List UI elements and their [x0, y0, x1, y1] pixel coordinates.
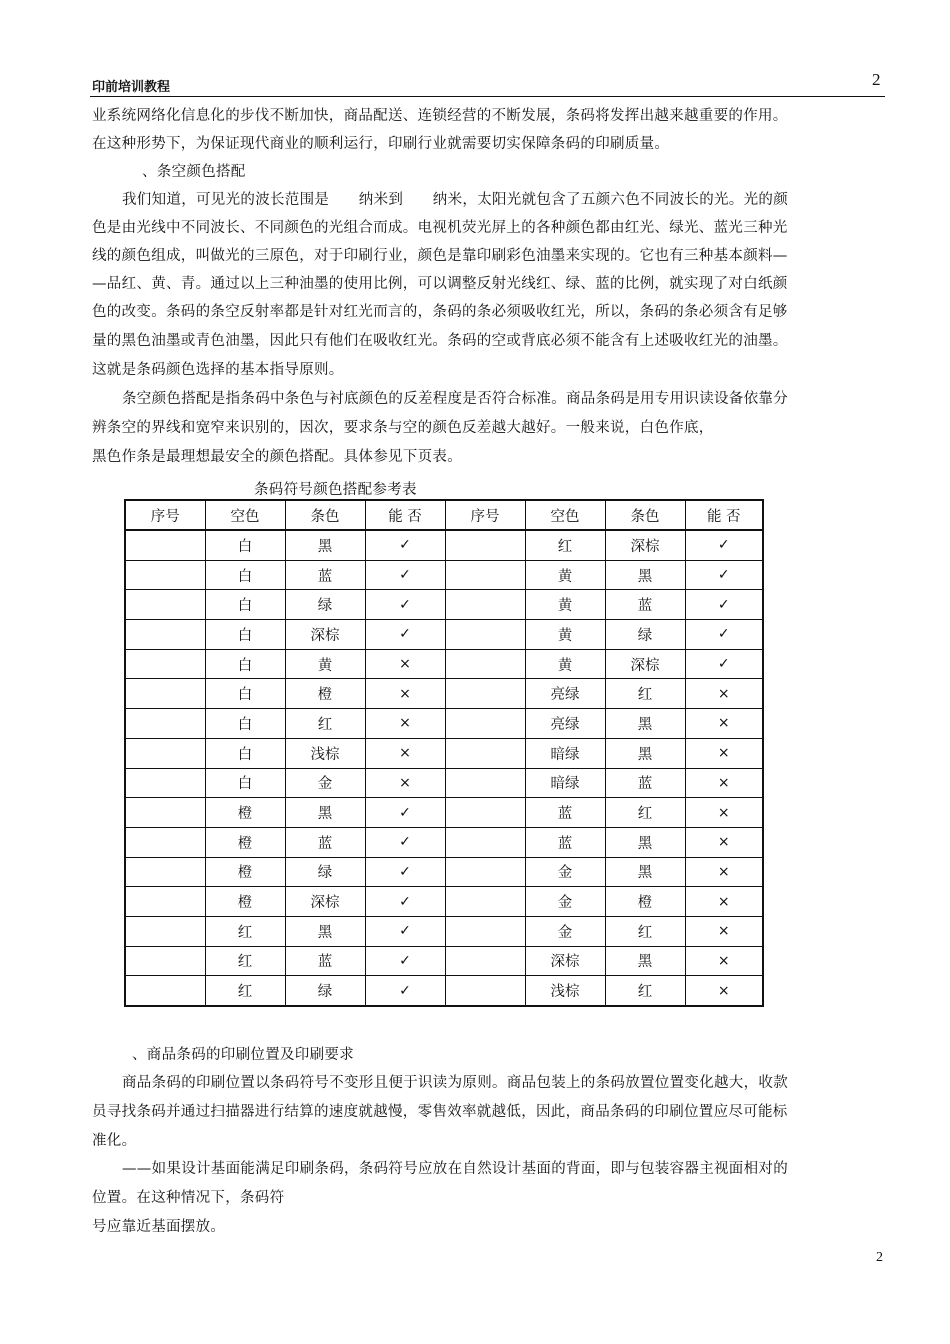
table-cell: 绿	[285, 857, 365, 887]
table-cell: 黑	[285, 916, 365, 946]
table-cell	[445, 620, 525, 650]
table-cell: 橙	[205, 887, 285, 917]
table-cell: 红	[205, 916, 285, 946]
table-row	[125, 798, 763, 828]
table-cell: 白	[205, 620, 285, 650]
table-cell	[445, 530, 525, 560]
table-cell: 蓝	[525, 798, 605, 828]
compatibility-mark: ✓	[685, 530, 763, 560]
table-cell: 橙	[205, 827, 285, 857]
para5-line: ——如果设计基面能满足印刷条码，条码符号应放在自然设计基面的背面，即与包装容器主视面相对的	[122, 1161, 788, 1177]
table-cell	[125, 768, 205, 798]
table-header-cell: 能 否	[685, 500, 763, 530]
table-cell: 红	[605, 679, 685, 709]
table-cell: 橙	[285, 679, 365, 709]
table-cell: 金	[525, 887, 605, 917]
table-cell: 黄	[525, 590, 605, 620]
para1-line: 业系统网络化信息化的步伐不断加快，商品配送、连锁经营的不断发展，条码将发挥出越来越重要的作用。	[92, 108, 788, 124]
compatibility-mark: ×	[685, 679, 763, 709]
table-cell	[445, 887, 525, 917]
compatibility-mark: ×	[365, 649, 445, 679]
table-header-cell: 序号	[125, 500, 205, 530]
table-cell	[445, 946, 525, 976]
compatibility-mark: ×	[685, 916, 763, 946]
footer-page-number: 2	[876, 1250, 883, 1265]
para3-line: 黑色作条是最理想最安全的颜色搭配。具体参见下页表。	[92, 449, 462, 465]
table-cell: 黑	[605, 827, 685, 857]
table-cell: 亮绿	[525, 709, 605, 739]
compatibility-mark: ✓	[365, 620, 445, 650]
table-row	[125, 560, 763, 590]
table-cell	[125, 798, 205, 828]
table-cell: 黑	[285, 798, 365, 828]
table-cell: 亮绿	[525, 679, 605, 709]
table-cell: 白	[205, 679, 285, 709]
section-heading-color: 、条空颜色搭配	[142, 164, 246, 180]
table-cell: 白	[205, 530, 285, 560]
compatibility-mark: ×	[365, 679, 445, 709]
compatibility-mark: ×	[685, 946, 763, 976]
table-cell: 金	[525, 857, 605, 887]
table-cell: 橙	[205, 857, 285, 887]
compatibility-mark: ✓	[365, 946, 445, 976]
compatibility-mark: ×	[685, 709, 763, 739]
table-cell	[125, 530, 205, 560]
compatibility-mark: ✓	[365, 530, 445, 560]
table-cell: 蓝	[605, 768, 685, 798]
table-row	[125, 827, 763, 857]
table-cell: 红	[605, 798, 685, 828]
table-row	[125, 916, 763, 946]
table-header-cell: 空色	[205, 500, 285, 530]
para2-line: 色是由光线中不同波长、不同颜色的光组合而成。电视机荧光屏上的各种颜色都由红光、绿光、蓝光三种光	[92, 220, 788, 236]
table-cell: 金	[285, 768, 365, 798]
compatibility-mark: ×	[685, 798, 763, 828]
table-cell: 蓝	[525, 827, 605, 857]
table-row	[125, 709, 763, 739]
table-cell: 蓝	[285, 560, 365, 590]
para2-line: 我们知道，可见光的波长范围是 纳米到 纳米，太阳光就包含了五颜六色不同波长的光。光的颜	[122, 192, 788, 208]
para5-line: 号应靠近基面摆放。	[92, 1219, 226, 1235]
table-cell: 浅棕	[525, 976, 605, 1006]
table-cell: 绿	[605, 620, 685, 650]
table-caption: 条码符号颜色搭配参考表	[254, 482, 417, 498]
table-cell: 黄	[285, 649, 365, 679]
table-cell: 黑	[605, 738, 685, 768]
table-cell	[125, 946, 205, 976]
compatibility-mark: ✓	[685, 620, 763, 650]
table-cell	[125, 560, 205, 590]
compatibility-mark: ×	[365, 768, 445, 798]
table-header-cell: 条色	[285, 500, 365, 530]
table-cell: 深棕	[285, 620, 365, 650]
table-cell: 深棕	[605, 649, 685, 679]
table-row	[125, 768, 763, 798]
compatibility-mark: ✓	[685, 560, 763, 590]
table-cell	[125, 738, 205, 768]
table-cell	[125, 887, 205, 917]
table-cell	[125, 590, 205, 620]
table-cell	[125, 679, 205, 709]
table-row	[125, 649, 763, 679]
table-cell	[445, 768, 525, 798]
table-cell: 红	[605, 916, 685, 946]
para2-line: 量的黑色油墨或青色油墨，因此只有他们在吸收红光。条码的空或背底必须不能含有上述吸收红光的油墨。	[92, 333, 788, 349]
compatibility-mark: ×	[685, 887, 763, 917]
table-cell	[445, 738, 525, 768]
section-heading-position: 、商品条码的印刷位置及印刷要求	[132, 1047, 354, 1063]
table-cell: 绿	[285, 976, 365, 1006]
table-cell	[445, 649, 525, 679]
compatibility-mark: ✓	[685, 590, 763, 620]
compatibility-mark: ✓	[365, 590, 445, 620]
table-header-cell: 空色	[525, 500, 605, 530]
table-header-cell: 条色	[605, 500, 685, 530]
table-row	[125, 590, 763, 620]
table-cell: 黑	[285, 530, 365, 560]
compatibility-mark: ×	[685, 738, 763, 768]
table-row	[125, 738, 763, 768]
table-cell	[445, 560, 525, 590]
table-cell: 绿	[285, 590, 365, 620]
table-cell: 深棕	[605, 530, 685, 560]
table-row	[125, 620, 763, 650]
para2-line: —品红、黄、青。通过以上三种油墨的使用比例，可以调整反射光线红、绿、蓝的比例，就实现了对白纸颜	[92, 276, 788, 292]
table-cell	[445, 590, 525, 620]
para1-line: 在这种形势下，为保证现代商业的顺利运行，印刷行业就需要切实保障条码的印刷质量。	[92, 136, 670, 152]
compatibility-mark: ×	[365, 709, 445, 739]
table-cell: 浅棕	[285, 738, 365, 768]
table-cell	[125, 709, 205, 739]
compatibility-mark: ✓	[365, 560, 445, 590]
table-cell: 暗绿	[525, 738, 605, 768]
compatibility-mark: ✓	[365, 887, 445, 917]
table-cell	[125, 620, 205, 650]
table-cell: 深棕	[525, 946, 605, 976]
table-row	[125, 857, 763, 887]
table-cell: 黑	[605, 560, 685, 590]
compatibility-mark: ✓	[365, 857, 445, 887]
table-cell: 橙	[605, 887, 685, 917]
compatibility-mark: ×	[685, 857, 763, 887]
table-cell: 白	[205, 709, 285, 739]
table-header-row	[125, 500, 763, 530]
table-row	[125, 887, 763, 917]
table-cell: 白	[205, 649, 285, 679]
table-cell: 金	[525, 916, 605, 946]
compatibility-mark: ×	[685, 976, 763, 1006]
para3-line: 辨条空的界线和宽窄来识别的，因次，要求条与空的颜色反差越大越好。一般来说，白色作底，	[92, 420, 714, 436]
compatibility-mark: ✓	[365, 827, 445, 857]
table-cell: 蓝	[285, 827, 365, 857]
table-cell	[445, 679, 525, 709]
table-cell	[125, 916, 205, 946]
para3-line: 条空颜色搭配是指条码中条色与衬底颜色的反差程度是否符合标准。商品条码是用专用识读设备依靠分	[122, 391, 788, 407]
table-cell: 暗绿	[525, 768, 605, 798]
table-cell: 红	[205, 976, 285, 1006]
compatibility-mark: ×	[365, 738, 445, 768]
table-header-cell: 能 否	[365, 500, 445, 530]
compatibility-mark: ✓	[365, 976, 445, 1006]
para4-line: 准化。	[92, 1133, 137, 1149]
compatibility-mark: ×	[685, 768, 763, 798]
table-cell	[125, 827, 205, 857]
compatibility-mark: ×	[685, 827, 763, 857]
table-cell: 蓝	[285, 946, 365, 976]
header-rule	[90, 96, 885, 97]
table-cell: 橙	[205, 798, 285, 828]
compatibility-mark: ✓	[365, 916, 445, 946]
header-page-number: 2	[872, 70, 881, 89]
para2-line: 线的颜色组成，叫做光的三原色，对于印刷行业，颜色是靠印刷彩色油墨来实现的。它也有三种基本颜料—	[92, 248, 788, 264]
table-row	[125, 679, 763, 709]
table-cell: 黄	[525, 560, 605, 590]
para2-line: 这就是条码颜色选择的基本指导原则。	[92, 362, 344, 378]
table-cell: 白	[205, 738, 285, 768]
table-cell	[125, 976, 205, 1006]
compatibility-mark: ✓	[365, 798, 445, 828]
table-cell	[125, 857, 205, 887]
table-cell: 红	[525, 530, 605, 560]
table-cell: 黑	[605, 709, 685, 739]
para4-line: 员寻找条码并通过扫描器进行结算的速度就越慢，零售效率就越低，因此，商品条码的印刷位置应尽可能标	[92, 1104, 788, 1120]
table-cell	[125, 649, 205, 679]
para5-line: 位置。在这种情况下，条码符	[92, 1190, 285, 1206]
table-cell: 黑	[605, 946, 685, 976]
table-cell: 红	[205, 946, 285, 976]
table-header-cell: 序号	[445, 500, 525, 530]
table-cell	[445, 798, 525, 828]
table-cell: 白	[205, 560, 285, 590]
header-title: 印前培训教程	[92, 80, 171, 95]
table-cell	[445, 709, 525, 739]
table-cell	[445, 827, 525, 857]
compatibility-mark: ✓	[685, 649, 763, 679]
table-row	[125, 946, 763, 976]
table-row	[125, 530, 763, 560]
table-cell	[445, 916, 525, 946]
para2-line: 色的改变。条码的条空反射率都是针对红光而言的，条码的条必须吸收红光，所以，条码的条必须含有足够	[92, 304, 788, 320]
table-cell: 白	[205, 590, 285, 620]
table-cell: 白	[205, 768, 285, 798]
table-cell: 红	[605, 976, 685, 1006]
table-cell: 黑	[605, 857, 685, 887]
table-cell: 红	[285, 709, 365, 739]
table-row	[125, 976, 763, 1006]
table-cell	[445, 976, 525, 1006]
para4-line: 商品条码的印刷位置以条码符号不变形且便于识读为原则。商品包装上的条码放置位置变化越大，收款	[122, 1075, 788, 1091]
table-cell: 黄	[525, 620, 605, 650]
table-cell: 黄	[525, 649, 605, 679]
color-reference-table	[124, 499, 764, 1007]
table-cell: 深棕	[285, 887, 365, 917]
table-cell	[445, 857, 525, 887]
table-cell: 蓝	[605, 590, 685, 620]
